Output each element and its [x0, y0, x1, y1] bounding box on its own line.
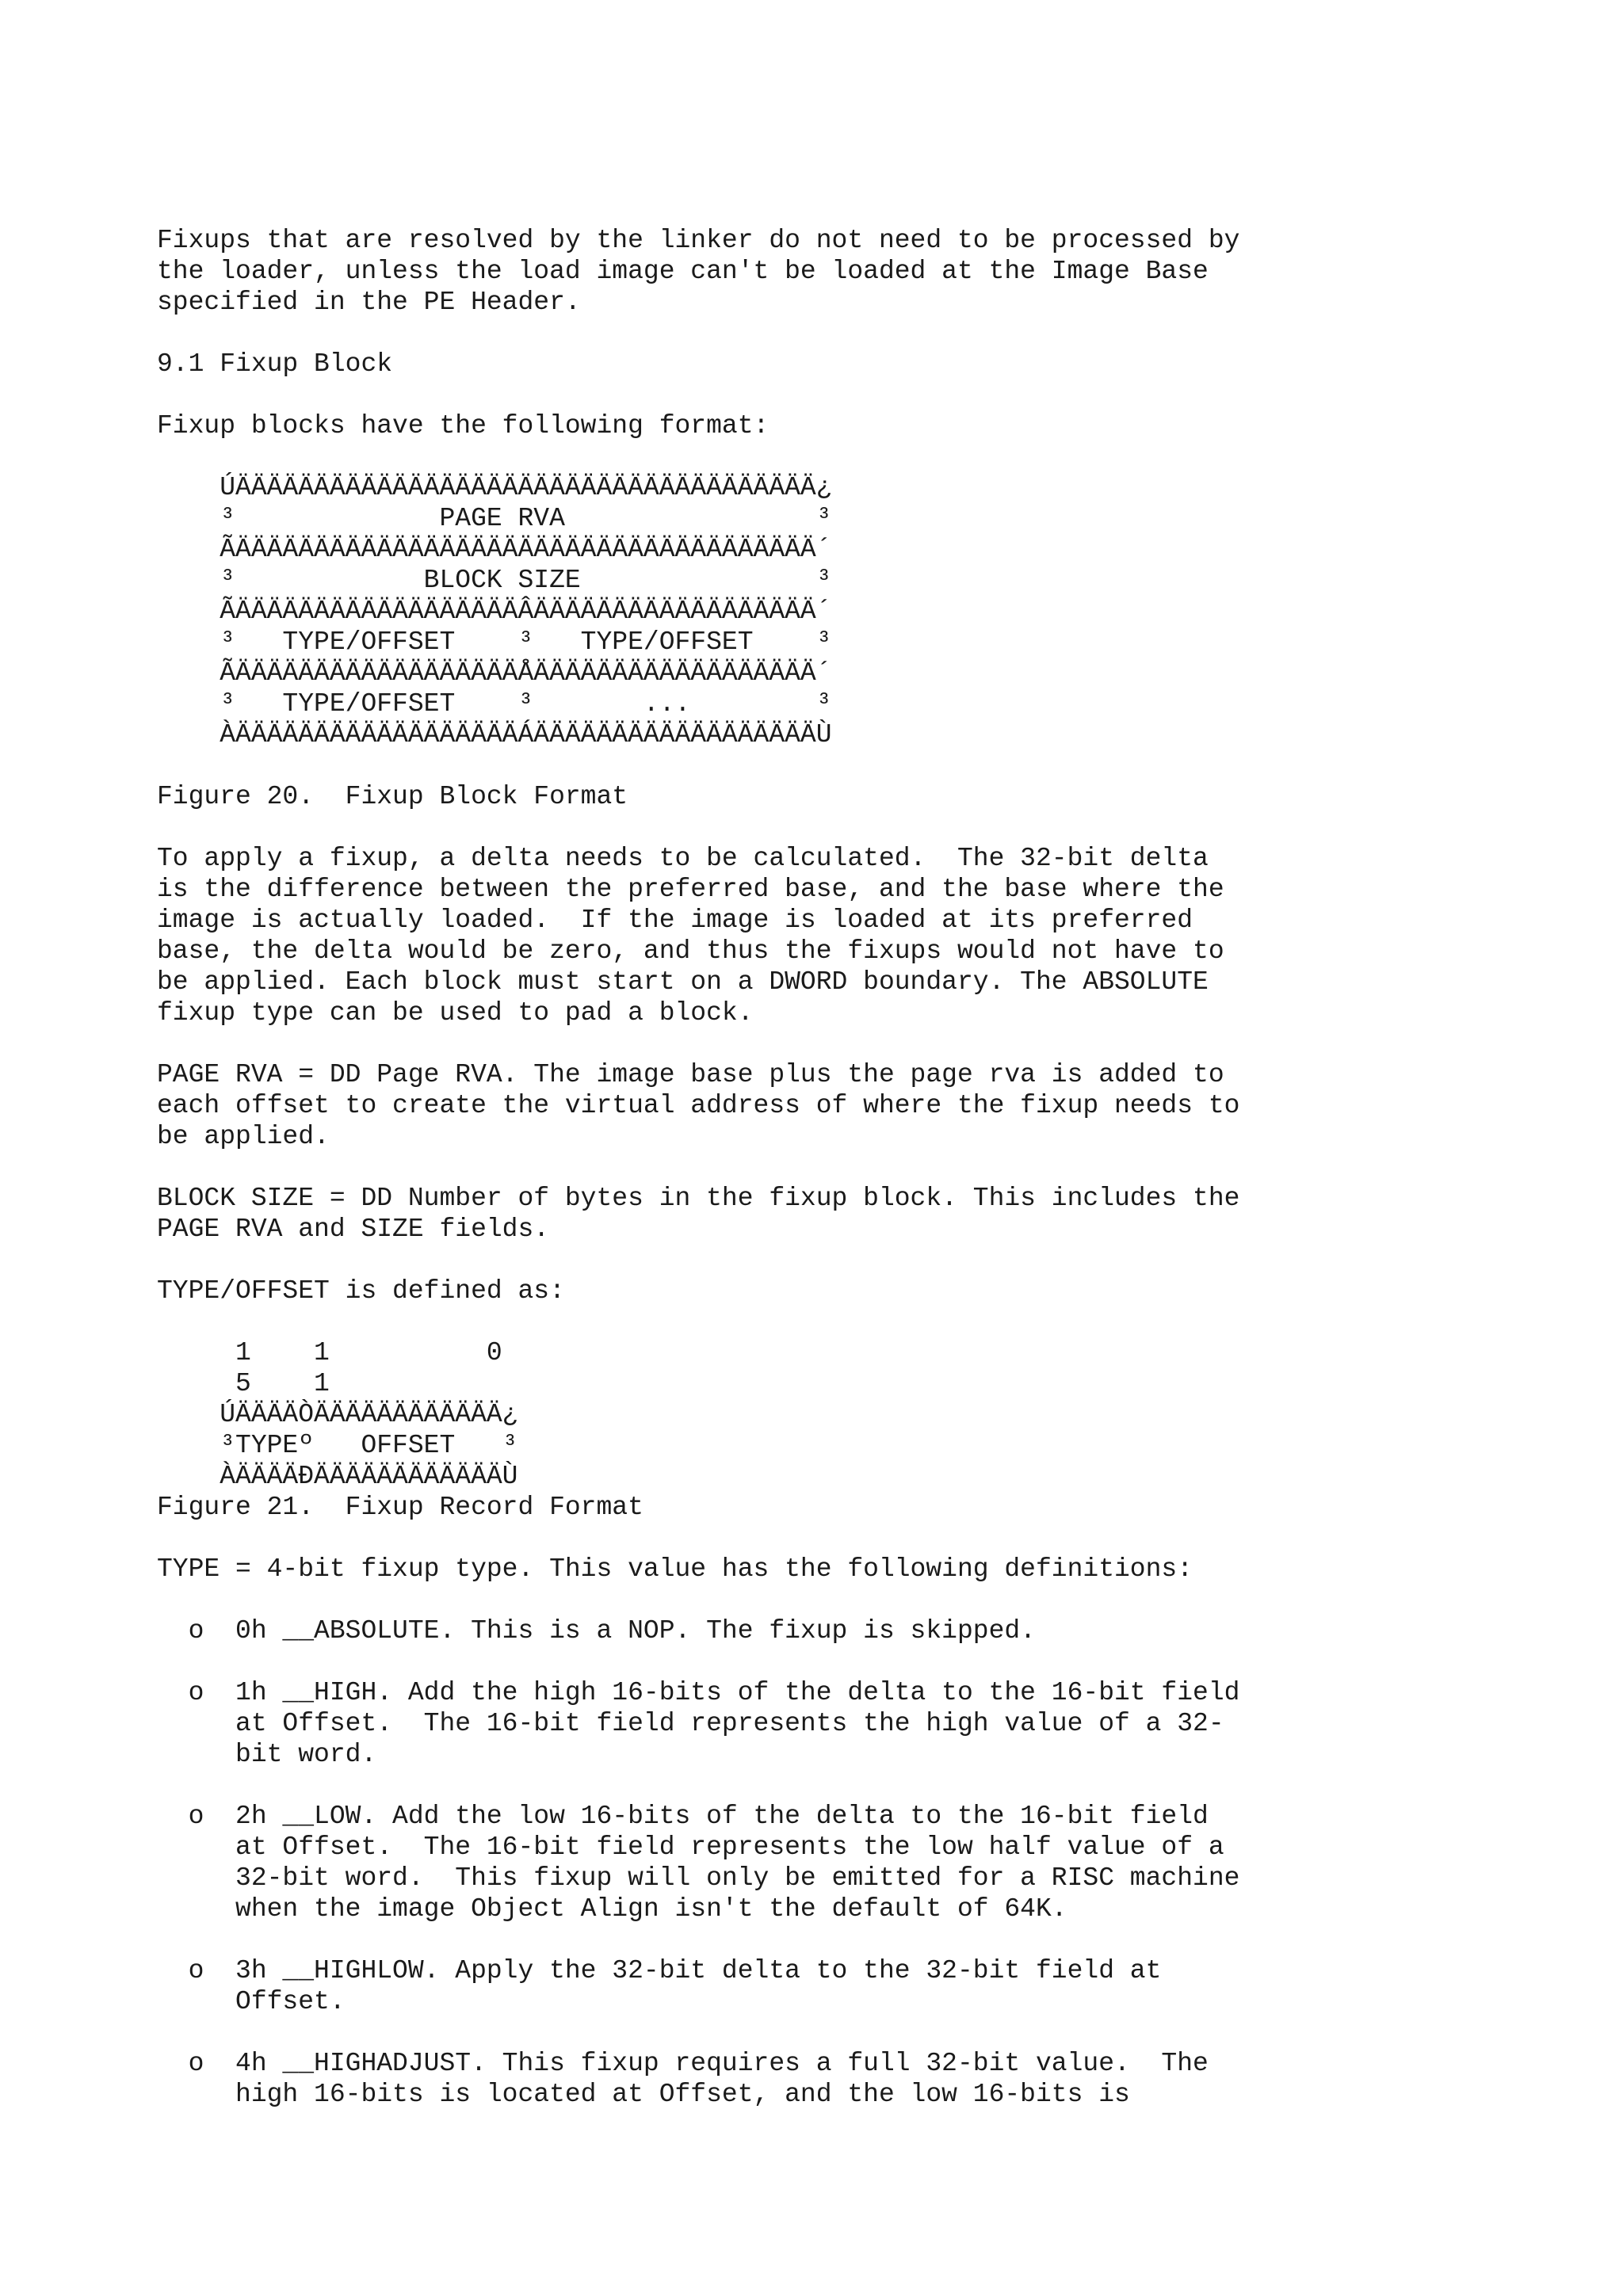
text-line: base, the delta would be zero, and thus the fixups would not have to	[157, 936, 1224, 966]
text-line: 5 1	[157, 1369, 330, 1398]
text-line: high 16-bits is located at Offset, and the low 16-bits is	[157, 2080, 1130, 2109]
text-line: Fixup blocks have the following format:	[157, 411, 769, 441]
text-line: o 3h __HIGHLOW. Apply the 32-bit delta to the 32-bit field at	[157, 1956, 1162, 1985]
text-line: specified in the PE Header.	[157, 288, 581, 317]
text-line: ³TYPEº OFFSET ³	[157, 1431, 518, 1460]
text-line	[157, 2017, 1583, 2048]
text-line	[157, 1152, 1583, 1183]
text-line	[157, 750, 1583, 781]
text-line	[157, 1924, 1583, 1955]
text-line	[157, 1306, 1583, 1337]
text-line: ³ PAGE RVA ³	[157, 504, 832, 533]
text-line: at Offset. The 16-bit field represents the high value of a 32-	[157, 1709, 1224, 1738]
text-line: TYPE = 4-bit fixup type. This value has the following definitions:	[157, 1554, 1193, 1584]
text-line: ÃÄÄÄÄÄÄÄÄÄÄÄÄÄÄÄÄÄÄÂÄÄÄÄÄÄÄÄÄÄÄÄÄÄÄÄÄÄ´	[157, 597, 832, 626]
text-line: ³ BLOCK SIZE ³	[157, 566, 832, 595]
text-line: Figure 21. Fixup Record Format	[157, 1493, 643, 1522]
text-line: when the image Object Align isn't the default of 64K.	[157, 1894, 1067, 1924]
text-line: o 4h __HIGHADJUST. This fixup requires a full 32-bit value. The	[157, 2049, 1209, 2078]
text-line: ³ TYPE/OFFSET ³ ... ³	[157, 689, 832, 719]
text-line: image is actually loaded. If the image is loaded at its preferred	[157, 906, 1193, 935]
text-line: bit word.	[157, 1740, 377, 1769]
document-page	[157, 225, 1583, 2110]
text-line: 9.1 Fixup Block	[157, 349, 393, 379]
text-line: is the difference between the preferred base, and the base where the	[157, 875, 1224, 904]
text-line	[157, 441, 1583, 472]
text-line: fixup type can be used to pad a block.	[157, 998, 754, 1028]
text-line: PAGE RVA = DD Page RVA. The image base plus the page rva is added to	[157, 1060, 1224, 1089]
text-line: 1 1 0	[157, 1338, 502, 1367]
text-line: ÃÄÄÄÄÄÄÄÄÄÄÄÄÄÄÄÄÄÄÄÄÄÄÄÄÄÄÄÄÄÄÄÄÄÄÄÄÄ´	[157, 535, 832, 564]
text-line: o 1h __HIGH. Add the high 16-bits of the delta to the 16-bit field	[157, 1678, 1240, 1707]
text-line	[157, 1245, 1583, 1276]
text-line: Figure 20. Fixup Block Format	[157, 782, 628, 811]
text-line: o 2h __LOW. Add the low 16-bits of the delta to the 16-bit field	[157, 1802, 1209, 1831]
text-line: ÀÄÄÄÄÐÄÄÄÄÄÄÄÄÄÄÄÄÙ	[157, 1462, 518, 1491]
text-line: ³ TYPE/OFFSET ³ TYPE/OFFSET ³	[157, 627, 832, 657]
text-line	[157, 1585, 1583, 1615]
text-line: at Offset. The 16-bit field represents the low half value of a	[157, 1833, 1224, 1862]
text-line: PAGE RVA and SIZE fields.	[157, 1215, 550, 1244]
text-line: ÃÄÄÄÄÄÄÄÄÄÄÄÄÄÄÄÄÄÄÅÄÄÄÄÄÄÄÄÄÄÄÄÄÄÄÄÄÄ´	[157, 658, 832, 688]
text-line: each offset to create the virtual address of where the fixup needs to	[157, 1091, 1240, 1120]
text-line: ÚÄÄÄÄÄÄÄÄÄÄÄÄÄÄÄÄÄÄÄÄÄÄÄÄÄÄÄÄÄÄÄÄÄÄÄÄÄ¿	[157, 473, 832, 502]
text-line: ÀÄÄÄÄÄÄÄÄÄÄÄÄÄÄÄÄÄÄÁÄÄÄÄÄÄÄÄÄÄÄÄÄÄÄÄÄÄÙ	[157, 720, 832, 749]
text-line	[157, 1028, 1583, 1059]
text-line: TYPE/OFFSET is defined as:	[157, 1276, 565, 1306]
text-line: be applied. Each block must start on a DWORD boundary. The ABSOLUTE	[157, 967, 1209, 997]
text-line: be applied.	[157, 1122, 330, 1151]
text-line	[157, 1770, 1583, 1801]
text-line: o 0h __ABSOLUTE. This is a NOP. The fixup is skipped.	[157, 1616, 1036, 1646]
text-line: BLOCK SIZE = DD Number of bytes in the fixup block. This includes the	[157, 1184, 1240, 1213]
text-line	[157, 379, 1583, 410]
text-line	[157, 812, 1583, 843]
text-line	[157, 1646, 1583, 1677]
text-line	[157, 1523, 1583, 1554]
text-line: 32-bit word. This fixup will only be emitted for a RISC machine	[157, 1863, 1240, 1893]
text-line: Offset.	[157, 1987, 346, 2016]
text-line: ÚÄÄÄÄÒÄÄÄÄÄÄÄÄÄÄÄÄ¿	[157, 1400, 518, 1429]
text-line: To apply a fixup, a delta needs to be calculated. The 32-bit delta	[157, 844, 1209, 873]
text-line: Fixups that are resolved by the linker do not need to be processed by	[157, 226, 1240, 255]
text-line	[157, 318, 1583, 349]
text-line: the loader, unless the load image can't be loaded at the Image Base	[157, 257, 1209, 286]
